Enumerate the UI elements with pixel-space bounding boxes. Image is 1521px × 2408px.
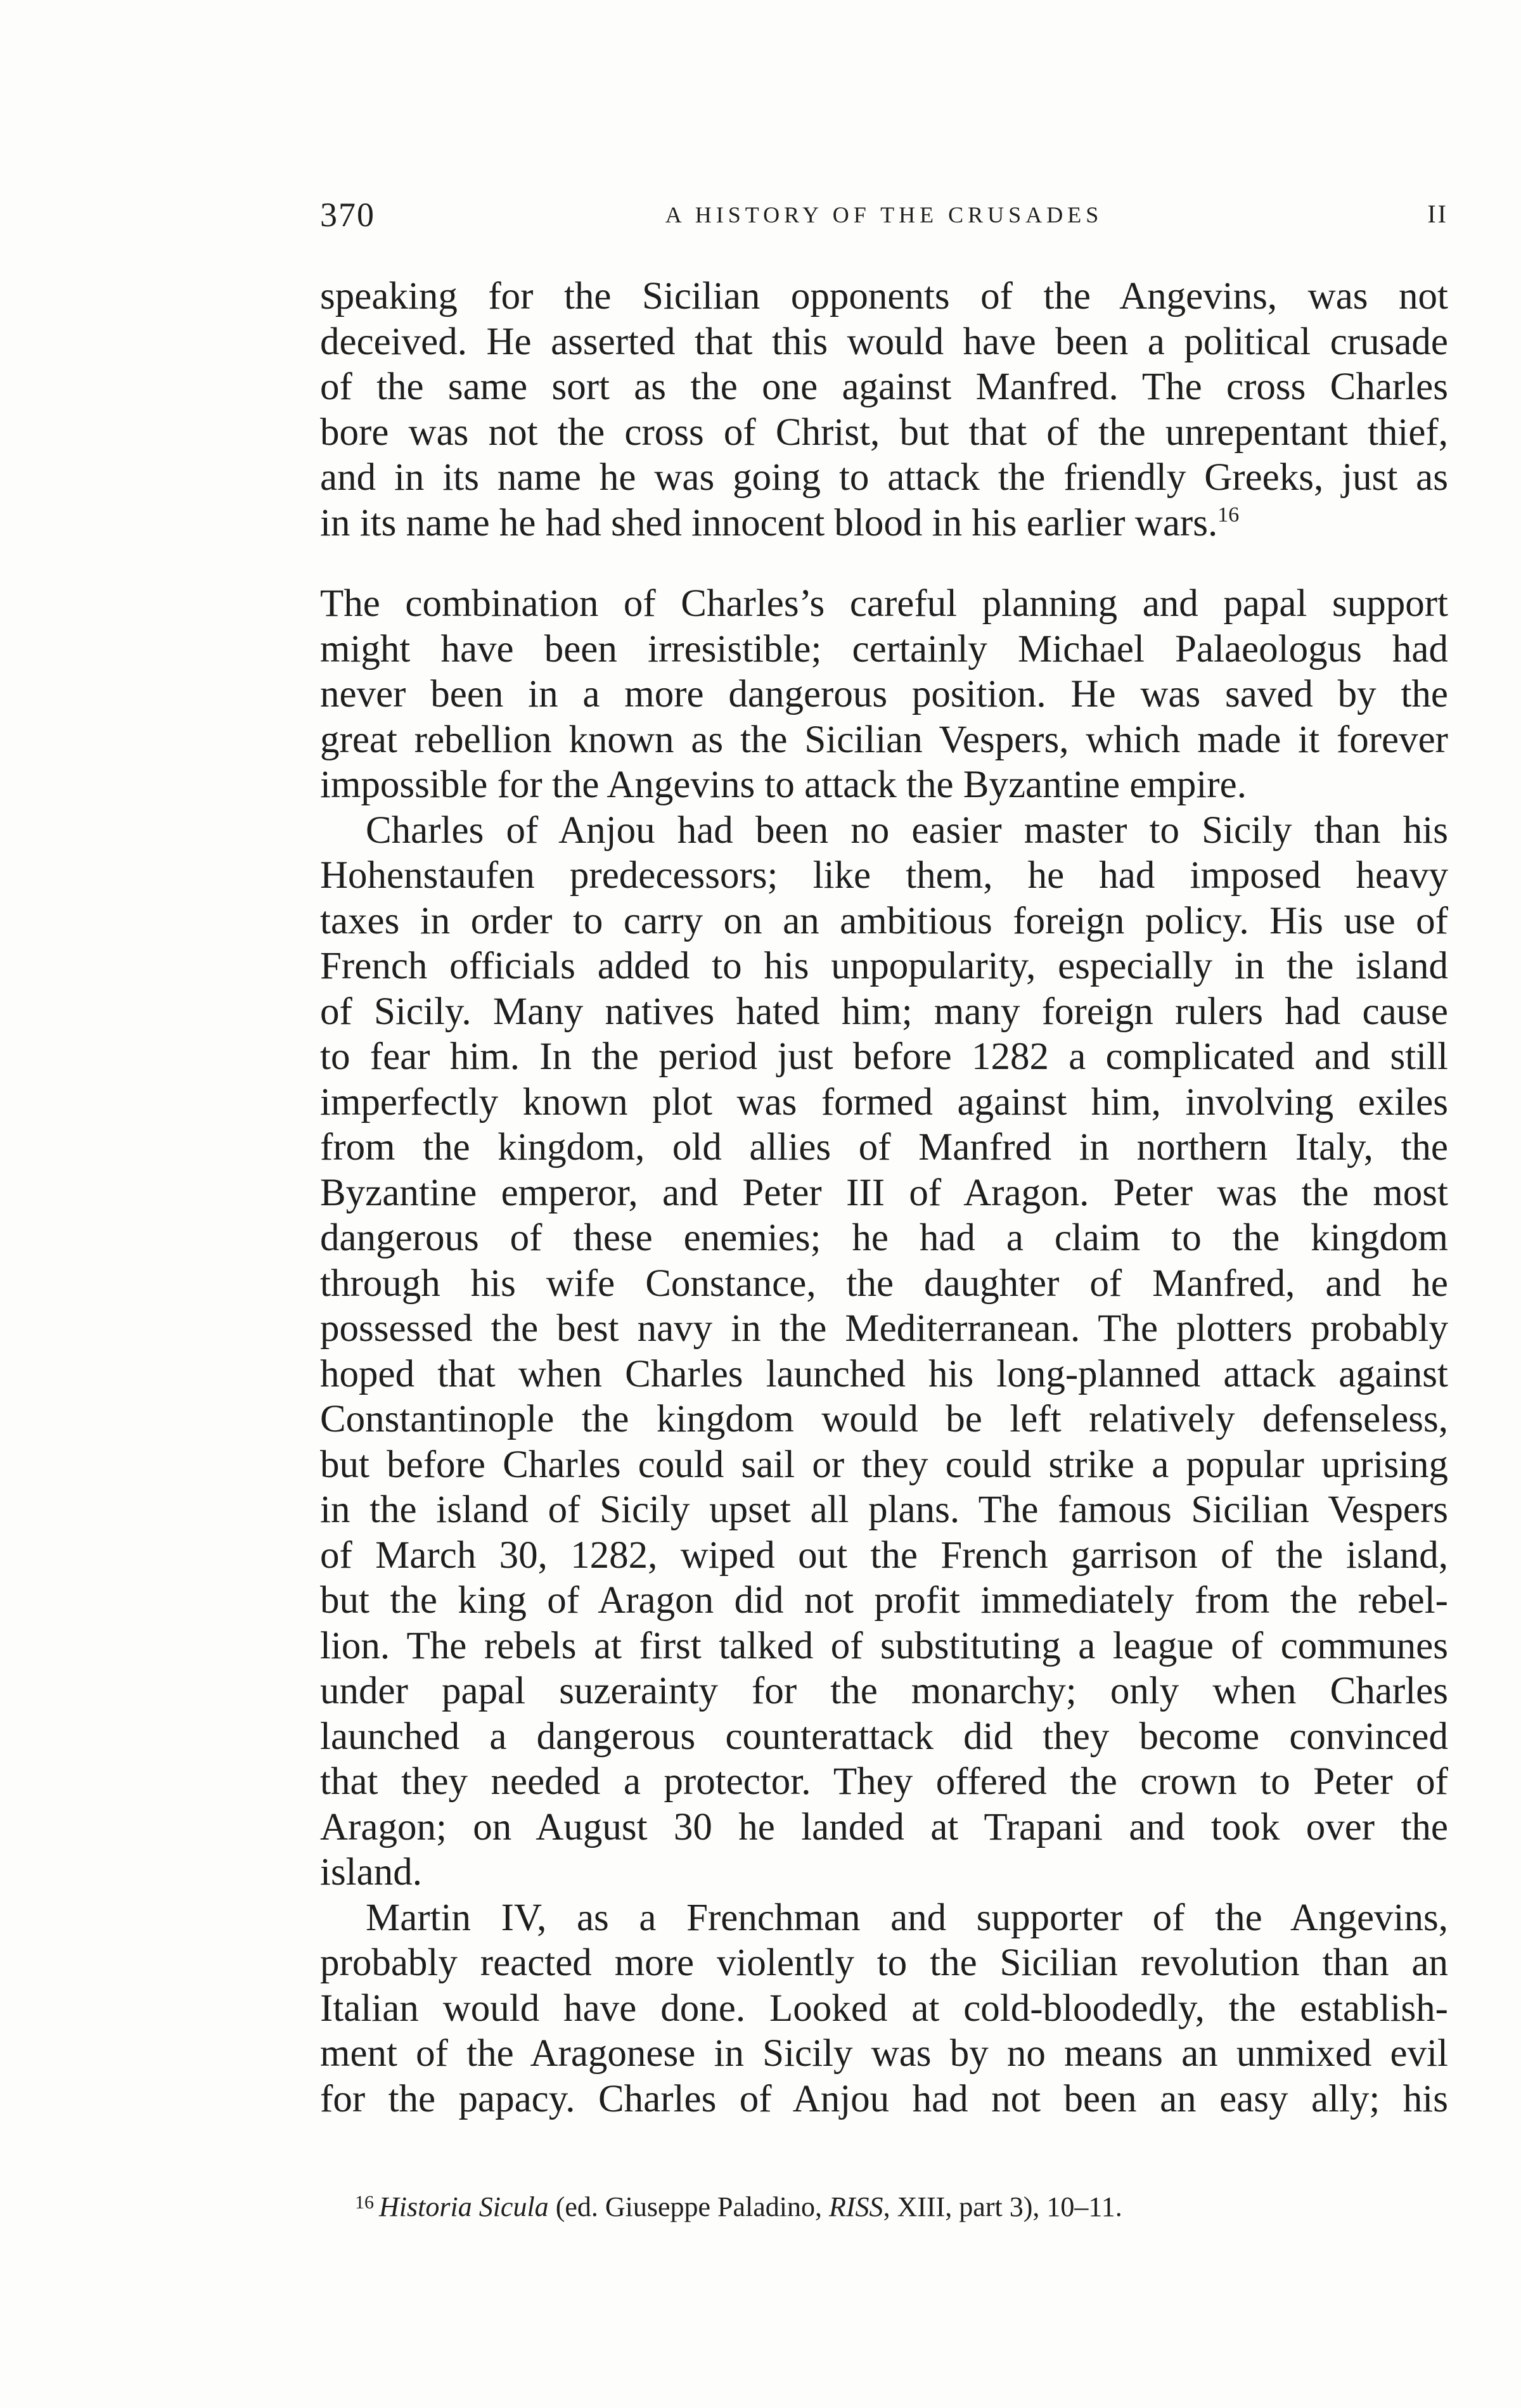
text-line: but the king of Aragon did not profit immediately from the rebel- <box>320 1579 1448 1622</box>
paragraph-1 <box>320 274 1448 546</box>
text-line: great rebellion known as the Sicilian Vespers, which made it forever <box>320 718 1448 761</box>
text-line: of the same sort as the one against Manfred. The cross Charles <box>320 366 1448 408</box>
text-line: and in its name he was going to attack the friendly Greeks, just as <box>320 456 1448 499</box>
paragraph-4 <box>320 1895 1448 2122</box>
text-line: never been in a more dangerous position. He was saved by the <box>320 673 1448 715</box>
text-line: for the papacy. Charles of Anjou had not been an easy ally; his <box>320 2077 1448 2120</box>
text-line: Charles of Anjou had been no easier master to Sicily than his <box>366 809 1448 852</box>
text-line: from the kingdom, old allies of Manfred in northern Italy, the <box>320 1126 1448 1169</box>
footnote-reference: 16 <box>1217 503 1240 527</box>
footnote-title: Historia Sicula <box>379 2191 549 2222</box>
text-line: deceived. He asserted that this would have been a political crusade <box>320 320 1448 363</box>
text-line: impossible for the Angevins to attack the Byzantine empire. <box>320 764 1247 806</box>
paragraph-2 <box>320 581 1448 808</box>
text-line: dangerous of these enemies; he had a claim to the kingdom <box>320 1217 1448 1259</box>
text-line: probably reacted more violently to the Sicilian revolution than an <box>320 1942 1448 1984</box>
section-break <box>320 546 1448 581</box>
text-line: launched a dangerous counterattack did they become convinced <box>320 1715 1448 1758</box>
text-line: through his wife Constance, the daughter of Manfred, and he <box>320 1262 1448 1305</box>
text-line: island. <box>320 1851 422 1893</box>
text-line: Aragon; on August 30 he landed at Trapani and took over the <box>320 1805 1448 1848</box>
text-line: French officials added to his unpopularity, especially in the island <box>320 945 1448 987</box>
text-line: imperfectly known plot was formed against him, involving exiles <box>320 1080 1448 1124</box>
footnote <box>355 2185 1448 2225</box>
text-line: The combination of Charles’s careful planning and papal support <box>320 582 1448 625</box>
text-line: speaking for the Sicilian opponents of the Angevins, was not <box>320 275 1448 317</box>
footnote-text: , XIII, part 3), 10–11. <box>883 2191 1122 2222</box>
text-line: ment of the Aragonese in Sicily was by no means an unmixed evil <box>320 2032 1448 2075</box>
volume-number: II <box>1427 200 1448 228</box>
text-line: to fear him. In the period just before 1282 a complicated and still <box>320 1035 1448 1078</box>
text-line: bore was not the cross of Christ, but that of the unrepentant thief, <box>320 411 1448 454</box>
text-line: lion. The rebels at first talked of substituting a league of communes <box>320 1624 1448 1667</box>
text-line: possessed the best navy in the Mediterranean. The plotters probably <box>320 1307 1448 1350</box>
text-line: Italian would have done. Looked at cold-bloodedly, the establish- <box>320 1987 1448 2030</box>
running-head <box>320 195 1448 240</box>
text-line: taxes in order to carry on an ambitious foreign policy. His use of <box>320 899 1448 942</box>
text-line: Martin IV, as a Frenchman and supporter of the Angevins, <box>366 1896 1448 1939</box>
body-text <box>320 274 1448 2122</box>
text-line: of Sicily. Many natives hated him; many foreign rulers had cause <box>320 990 1448 1033</box>
running-title: A HISTORY OF THE CRUSADES <box>665 202 1103 227</box>
text-line: in the island of Sicily upset all plans. The famous Sicilian Vespers <box>320 1489 1448 1531</box>
text-line: but before Charles could sail or they could strike a popular uprising <box>320 1443 1448 1486</box>
footnote-number: 16 <box>355 2192 374 2213</box>
footnote-text: (ed. Giuseppe Paladino, <box>548 2191 830 2222</box>
footnote-series: RISS <box>829 2191 883 2222</box>
text-line: of March 30, 1282, wiped out the French garrison of the island, <box>320 1534 1448 1577</box>
text-line: Constantinople the kingdom would be left relatively defenseless, <box>320 1398 1448 1440</box>
text-line: Hohenstaufen predecessors; like them, he had imposed heavy <box>320 854 1448 897</box>
text-line: hoped that when Charles launched his long-planned attack against <box>320 1352 1448 1395</box>
page-number: 370 <box>320 196 375 234</box>
text-line: might have been irresistible; certainly Michael Palaeologus had <box>320 627 1448 670</box>
text-line-content: in its name he had shed innocent blood in his earlier wars. <box>320 501 1218 544</box>
text-line <box>320 501 1448 546</box>
text-line: that they needed a protector. They offered the crown to Peter of <box>320 1760 1448 1803</box>
text-line: under papal suzerainty for the monarchy; only when Charles <box>320 1670 1448 1712</box>
paragraph-3 <box>320 808 1448 1895</box>
text-line: Byzantine emperor, and Peter III of Aragon. Peter was the most <box>320 1171 1448 1214</box>
